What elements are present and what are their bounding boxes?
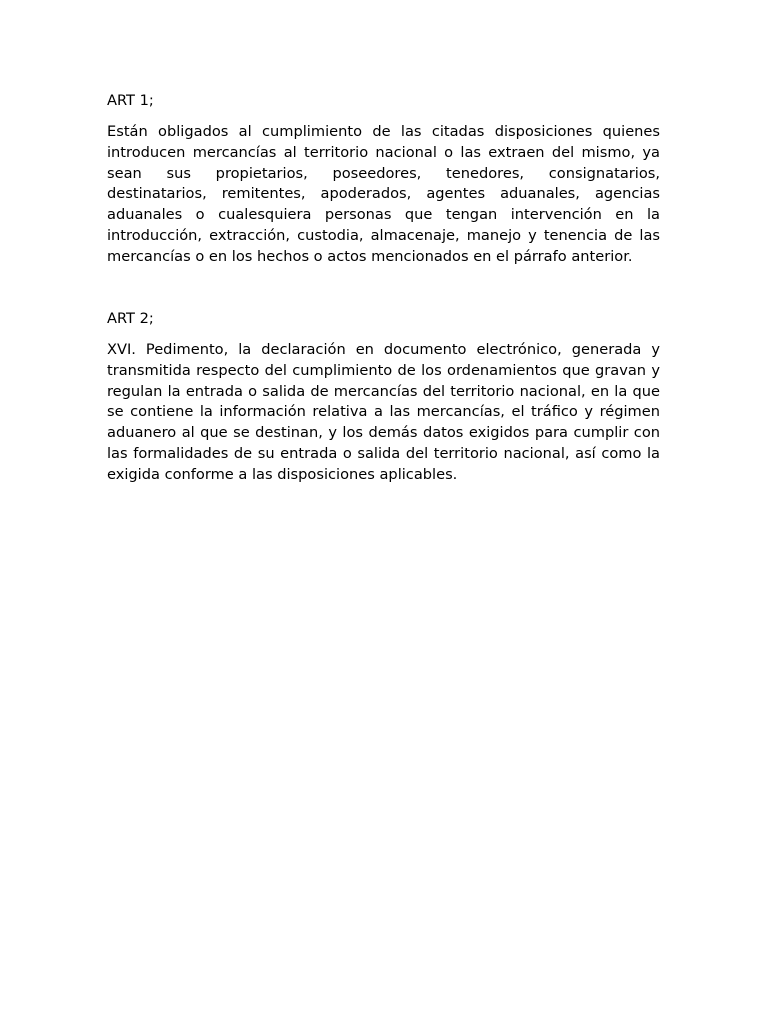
article-1-heading: ART 1; — [107, 92, 154, 109]
article-1-body: Están obligados al cumplimiento de las citadas disposiciones quienes introducen mercancías al territorio nacional o las extraen del mismo, ya sean sus propietarios, poseedores, tenedores, consignatarios, destinatarios, remitentes, apoderados, agentes aduanales, agencias aduanales o cualesquiera personas que tengan intervención en la introducción, extracción, custodia, almacenaje, manejo y tenencia de las mercancías o en los hechos o actos mencionados en el párrafo anterior. — [107, 123, 660, 265]
article-2-body: XVI. Pedimento, la declaración en documento electrónico, generada y transmitida respecto del cumplimiento de los ordenamientos que gravan y regulan la entrada o salida de mercancías del territorio nacional, en la que se contiene la información relativa a las mercancías, el tráfico y régimen aduanero al que se destinan, y los demás datos exigidos para cumplir con las formalidades de su entrada o salida del territorio nacional, así como la exigida conforme a las disposiciones aplicables. — [107, 341, 660, 483]
article-2-heading: ART 2; — [107, 310, 154, 327]
